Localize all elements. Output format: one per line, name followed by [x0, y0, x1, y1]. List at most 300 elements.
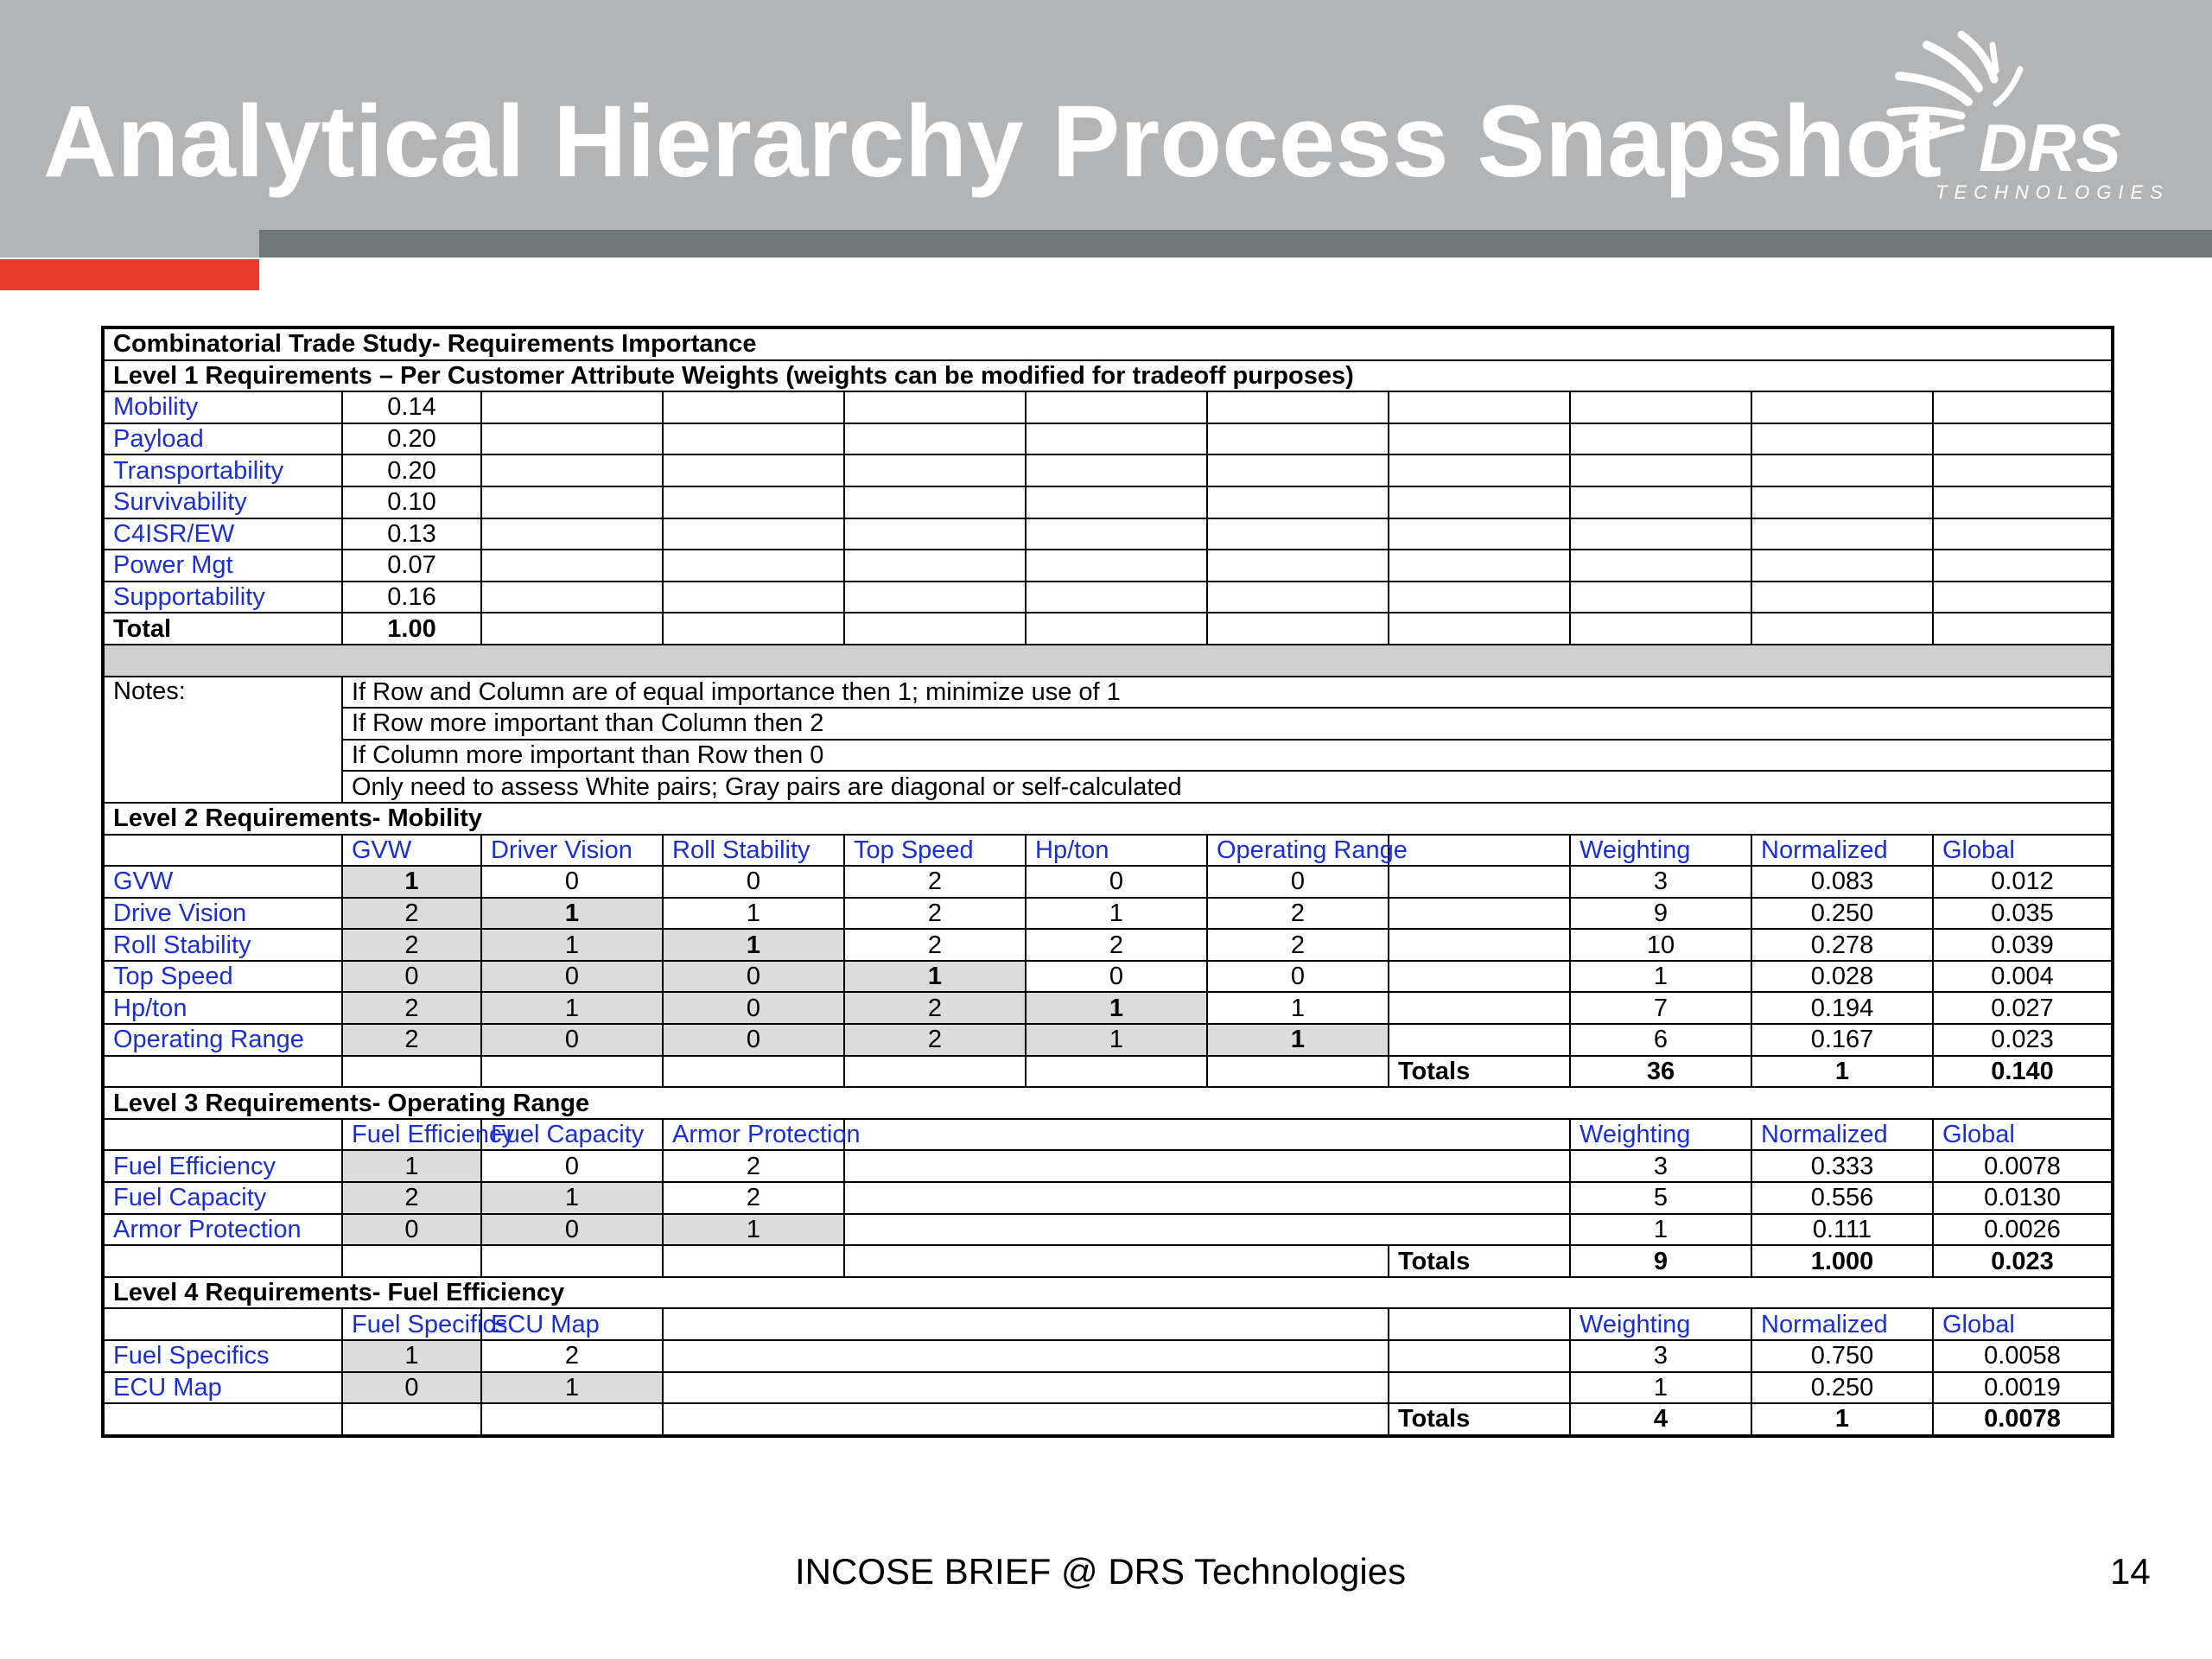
empty-cell: [844, 1245, 1389, 1277]
level2-heading-row: [103, 803, 2113, 835]
global-total: 0.023: [1933, 1245, 2113, 1277]
column-header: Operating Range: [1207, 835, 1389, 867]
requirement-weight: 0.20: [342, 423, 481, 455]
matrix-cell: 0: [663, 866, 844, 898]
matrix-cell: 0: [1026, 961, 1207, 993]
empty-cell: [481, 613, 663, 645]
normalized-value: 0.278: [1751, 929, 1933, 961]
empty-cell: [663, 423, 844, 455]
requirement-label: C4ISR/EW: [103, 518, 342, 550]
empty-cell: [1751, 423, 1933, 455]
matrix-cell: 1: [342, 1340, 481, 1372]
empty-cell: [1389, 454, 1570, 486]
weighting-value: 7: [1570, 992, 1751, 1024]
normalized-value: 0.194: [1751, 992, 1933, 1024]
empty-cell: [1389, 835, 1570, 867]
level2-header-row: [103, 835, 2113, 867]
empty-cell: [1389, 613, 1570, 645]
level3-totals-row: [103, 1245, 2113, 1277]
level3-header-row: [103, 1119, 2113, 1151]
level1-heading: Level 1 Requirements – Per Customer Attribute Weights (weights can be modified for tradeoff purposes): [103, 360, 2113, 392]
requirement-weight: 0.13: [342, 518, 481, 550]
matrix-cell: 0: [342, 1214, 481, 1246]
weighting-value: 5: [1570, 1182, 1751, 1214]
empty-cell: [1933, 486, 2113, 518]
row-label: GVW: [103, 866, 342, 898]
normalized-total: 1: [1751, 1403, 1933, 1436]
empty-cell: [1570, 454, 1751, 486]
empty-cell: [1570, 582, 1751, 613]
matrix-cell: 1: [663, 898, 844, 930]
matrix-cell: 0: [1207, 961, 1389, 993]
empty-cell: [844, 1056, 1026, 1088]
row-label: Fuel Capacity: [103, 1182, 342, 1214]
column-header: Driver Vision: [481, 835, 663, 867]
empty-cell: [844, 582, 1026, 613]
row-label: Operating Range: [103, 1024, 342, 1056]
empty-cell: [663, 1308, 1389, 1340]
requirement-weight: 0.16: [342, 582, 481, 613]
empty-cell: [1207, 613, 1389, 645]
row-label: Fuel Efficiency: [103, 1150, 342, 1182]
level1-row: [103, 518, 2113, 550]
empty-cell: [844, 1214, 1570, 1246]
level1-total-label: Total: [103, 613, 342, 645]
matrix-cell: 2: [844, 898, 1026, 930]
matrix-cell: 2: [663, 1182, 844, 1214]
column-header: Fuel Efficiency: [342, 1119, 481, 1151]
note-line: If Column more important than Row then 0: [342, 740, 2113, 772]
empty-cell: [1389, 1308, 1570, 1340]
global-value: 0.004: [1933, 961, 2113, 993]
weighting-header: Weighting: [1570, 1119, 1751, 1151]
empty-cell: [481, 518, 663, 550]
column-header: Roll Stability: [663, 835, 844, 867]
empty-cell: [1389, 391, 1570, 423]
level3-heading-row: [103, 1087, 2113, 1119]
requirement-label: Supportability: [103, 582, 342, 613]
empty-cell: [1026, 550, 1207, 582]
empty-cell: [1570, 486, 1751, 518]
empty-cell: [1751, 613, 1933, 645]
global-value: 0.0026: [1933, 1214, 2113, 1246]
logo-sub-text: TECHNOLOGIES: [1936, 181, 2170, 203]
empty-cell: [1207, 550, 1389, 582]
empty-cell: [1207, 486, 1389, 518]
empty-cell: [844, 423, 1026, 455]
matrix-cell: 1: [481, 1372, 663, 1404]
normalized-value: 0.250: [1751, 898, 1933, 930]
normalized-value: 0.111: [1751, 1214, 1933, 1246]
empty-cell: [481, 582, 663, 613]
empty-cell: [1389, 866, 1570, 898]
empty-cell: [103, 1056, 342, 1088]
matrix-cell: 0: [481, 1214, 663, 1246]
matrix-cell: 2: [844, 929, 1026, 961]
matrix-cell: 1: [1026, 992, 1207, 1024]
totals-label: Totals: [1389, 1245, 1570, 1277]
level4-row: [103, 1372, 2113, 1404]
matrix-cell: 0: [481, 1024, 663, 1056]
weighting-value: 1: [1570, 961, 1751, 993]
weighting-value: 10: [1570, 929, 1751, 961]
matrix-cell: 2: [342, 898, 481, 930]
level1-row: [103, 423, 2113, 455]
empty-cell: [663, 1245, 844, 1277]
empty-cell: [1933, 613, 2113, 645]
empty-cell: [844, 486, 1026, 518]
global-header: Global: [1933, 1119, 2113, 1151]
matrix-cell: 1: [481, 1182, 663, 1214]
requirement-label: Payload: [103, 423, 342, 455]
normalized-header: Normalized: [1751, 1119, 1933, 1151]
notes-row: [103, 708, 2113, 740]
global-value: 0.0019: [1933, 1372, 2113, 1404]
matrix-cell: 2: [844, 1024, 1026, 1056]
empty-cell: [1389, 929, 1570, 961]
matrix-cell: 1: [1207, 992, 1389, 1024]
empty-cell: [1026, 1056, 1207, 1088]
empty-cell: [481, 391, 663, 423]
matrix-cell: 0: [663, 961, 844, 993]
empty-cell: [663, 550, 844, 582]
requirement-label: Power Mgt: [103, 550, 342, 582]
requirement-weight: 0.10: [342, 486, 481, 518]
slide-title: Analytical Hierarchy Process Snapshot: [43, 85, 1942, 199]
empty-cell: [1751, 454, 1933, 486]
normalized-header: Normalized: [1751, 1308, 1933, 1340]
global-value: 0.035: [1933, 898, 2113, 930]
empty-cell: [663, 1403, 1389, 1436]
empty-cell: [481, 486, 663, 518]
matrix-cell: 2: [481, 1340, 663, 1372]
empty-cell: [844, 1182, 1570, 1214]
empty-cell: [663, 1340, 1389, 1372]
empty-cell: [1026, 613, 1207, 645]
empty-cell: [1570, 613, 1751, 645]
weighting-value: 6: [1570, 1024, 1751, 1056]
weighting-value: 3: [1570, 866, 1751, 898]
matrix-cell: 2: [1207, 898, 1389, 930]
ahp-table: [101, 326, 2114, 1438]
empty-cell: [481, 1403, 663, 1436]
footer-text: INCOSE BRIEF @ DRS Technologies: [795, 1551, 1407, 1592]
header-stripe: [259, 230, 2212, 257]
empty-cell: [1389, 1372, 1570, 1404]
matrix-cell: 1: [663, 1214, 844, 1246]
weighting-value: 3: [1570, 1340, 1751, 1372]
empty-cell: [1389, 1024, 1570, 1056]
empty-cell: [1751, 391, 1933, 423]
empty-cell: [1026, 518, 1207, 550]
empty-cell: [103, 835, 342, 867]
matrix-cell: 0: [342, 961, 481, 993]
empty-cell: [663, 486, 844, 518]
matrix-cell: 1: [1026, 1024, 1207, 1056]
empty-cell: [1751, 550, 1933, 582]
empty-cell: [342, 1245, 481, 1277]
matrix-cell: 2: [844, 992, 1026, 1024]
empty-cell: [1933, 550, 2113, 582]
matrix-cell: 1: [481, 992, 663, 1024]
level1-total-value: 1.00: [342, 613, 481, 645]
matrix-cell: 2: [342, 1024, 481, 1056]
requirement-label: Transportability: [103, 454, 342, 486]
empty-cell: [1207, 1056, 1389, 1088]
matrix-cell: 0: [663, 1024, 844, 1056]
empty-cell: [103, 1403, 342, 1436]
empty-cell: [663, 582, 844, 613]
level2-row: [103, 866, 2113, 898]
row-label: ECU Map: [103, 1372, 342, 1404]
matrix-cell: 1: [342, 866, 481, 898]
level1-total-row: [103, 613, 2113, 645]
level1-row: [103, 582, 2113, 613]
matrix-cell: 1: [1026, 898, 1207, 930]
empty-cell: [1389, 1340, 1570, 1372]
empty-cell: [1207, 423, 1389, 455]
level1-row: [103, 550, 2113, 582]
empty-cell: [663, 518, 844, 550]
row-label: Fuel Specifics: [103, 1340, 342, 1372]
matrix-cell: 1: [1207, 1024, 1389, 1056]
matrix-cell: 2: [844, 866, 1026, 898]
notes-row: [103, 740, 2113, 772]
empty-cell: [663, 1056, 844, 1088]
column-header: Top Speed: [844, 835, 1026, 867]
level2-row: [103, 898, 2113, 930]
empty-cell: [1026, 486, 1207, 518]
matrix-cell: 2: [342, 992, 481, 1024]
weighting-value: 1: [1570, 1372, 1751, 1404]
table-title-row: [103, 327, 2113, 360]
requirement-label: Survivability: [103, 486, 342, 518]
weighting-value: 9: [1570, 898, 1751, 930]
note-line: If Row and Column are of equal importance then 1; minimize use of 1: [342, 677, 2113, 709]
normalized-value: 0.028: [1751, 961, 1933, 993]
drs-logo: [1875, 26, 2169, 216]
matrix-cell: 0: [481, 1150, 663, 1182]
empty-cell: [1570, 518, 1751, 550]
row-label: Hp/ton: [103, 992, 342, 1024]
level3-row: [103, 1182, 2113, 1214]
note-line: If Row more important than Column then 2: [342, 708, 2113, 740]
normalized-value: 0.556: [1751, 1182, 1933, 1214]
empty-cell: [1207, 582, 1389, 613]
matrix-cell: 0: [481, 866, 663, 898]
empty-cell: [1389, 582, 1570, 613]
empty-cell: [481, 454, 663, 486]
notes-label: Notes:: [103, 677, 342, 803]
row-label: Armor Protection: [103, 1214, 342, 1246]
totals-label: Totals: [1389, 1403, 1570, 1436]
global-total: 0.140: [1933, 1056, 2113, 1088]
level1-row: [103, 454, 2113, 486]
page-number: 14: [2110, 1551, 2151, 1592]
level1-row: [103, 391, 2113, 423]
weighting-value: 3: [1570, 1150, 1751, 1182]
empty-cell: [1751, 582, 1933, 613]
normalized-value: 0.333: [1751, 1150, 1933, 1182]
empty-cell: [1026, 391, 1207, 423]
empty-cell: [1570, 423, 1751, 455]
matrix-cell: 1: [663, 929, 844, 961]
matrix-cell: 1: [481, 898, 663, 930]
notes-row: [103, 771, 2113, 803]
level3-row: [103, 1214, 2113, 1246]
global-value: 0.0058: [1933, 1340, 2113, 1372]
global-value: 0.039: [1933, 929, 2113, 961]
empty-cell: [844, 454, 1026, 486]
empty-cell: [103, 1308, 342, 1340]
matrix-cell: 2: [342, 1182, 481, 1214]
global-header: Global: [1933, 1308, 2113, 1340]
level2-row: [103, 961, 2113, 993]
empty-cell: [844, 391, 1026, 423]
matrix-cell: 0: [1207, 866, 1389, 898]
weighting-total: 9: [1570, 1245, 1751, 1277]
matrix-cell: 0: [481, 961, 663, 993]
empty-cell: [103, 1119, 342, 1151]
logo-brand-text: DRS: [1979, 110, 2121, 186]
totals-label: Totals: [1389, 1056, 1570, 1088]
empty-cell: [1570, 391, 1751, 423]
level2-row: [103, 1024, 2113, 1056]
empty-cell: [1570, 550, 1751, 582]
empty-cell: [1026, 454, 1207, 486]
matrix-cell: 0: [342, 1372, 481, 1404]
level3-row: [103, 1150, 2113, 1182]
empty-cell: [844, 518, 1026, 550]
column-header: Hp/ton: [1026, 835, 1207, 867]
notes-row: [103, 677, 2113, 709]
empty-cell: [1207, 454, 1389, 486]
global-value: 0.023: [1933, 1024, 2113, 1056]
empty-cell: [1933, 454, 2113, 486]
requirement-weight: 0.07: [342, 550, 481, 582]
matrix-cell: 2: [1026, 929, 1207, 961]
requirement-weight: 0.14: [342, 391, 481, 423]
level2-totals-row: [103, 1056, 2113, 1088]
empty-cell: [481, 550, 663, 582]
requirement-label: Mobility: [103, 391, 342, 423]
level4-heading-row: [103, 1277, 2113, 1309]
matrix-cell: 1: [844, 961, 1026, 993]
empty-cell: [342, 1056, 481, 1088]
empty-cell: [844, 1150, 1570, 1182]
matrix-cell: 2: [342, 929, 481, 961]
empty-cell: [1207, 518, 1389, 550]
empty-cell: [481, 1245, 663, 1277]
level1-row: [103, 486, 2113, 518]
empty-cell: [1389, 423, 1570, 455]
row-label: Top Speed: [103, 961, 342, 993]
global-value: 0.012: [1933, 866, 2113, 898]
empty-cell: [1933, 391, 2113, 423]
empty-cell: [1207, 391, 1389, 423]
weighting-total: 4: [1570, 1403, 1751, 1436]
matrix-cell: 0: [1026, 866, 1207, 898]
level4-totals-row: [103, 1403, 2113, 1436]
empty-cell: [1389, 992, 1570, 1024]
empty-cell: [1751, 486, 1933, 518]
weighting-header: Weighting: [1570, 1308, 1751, 1340]
empty-cell: [663, 454, 844, 486]
normalized-value: 0.167: [1751, 1024, 1933, 1056]
empty-cell: [342, 1403, 481, 1436]
empty-cell: [844, 550, 1026, 582]
empty-cell: [1933, 582, 2113, 613]
matrix-cell: 1: [342, 1150, 481, 1182]
matrix-cell: 2: [663, 1150, 844, 1182]
empty-cell: [1026, 582, 1207, 613]
separator-row: [103, 645, 2113, 677]
level4-row: [103, 1340, 2113, 1372]
empty-cell: [1389, 486, 1570, 518]
weighting-header: Weighting: [1570, 835, 1751, 867]
matrix-cell: 0: [663, 992, 844, 1024]
global-value: 0.027: [1933, 992, 2113, 1024]
empty-cell: [481, 1056, 663, 1088]
matrix-cell: 1: [481, 929, 663, 961]
empty-cell: [1389, 898, 1570, 930]
column-header: Armor Protection: [663, 1119, 844, 1151]
note-line: Only need to assess White pairs; Gray pairs are diagonal or self-calculated: [342, 771, 2113, 803]
weighting-total: 36: [1570, 1056, 1751, 1088]
empty-cell: [663, 391, 844, 423]
empty-cell: [103, 1245, 342, 1277]
empty-cell: [1389, 961, 1570, 993]
column-header: GVW: [342, 835, 481, 867]
global-value: 0.0130: [1933, 1182, 2113, 1214]
normalized-total: 1.000: [1751, 1245, 1933, 1277]
global-total: 0.0078: [1933, 1403, 2113, 1436]
requirement-weight: 0.20: [342, 454, 481, 486]
level2-row: [103, 929, 2113, 961]
empty-cell: [663, 613, 844, 645]
table-title: Combinatorial Trade Study- Requirements Importance: [103, 327, 2113, 360]
empty-cell: [1933, 423, 2113, 455]
column-header: Fuel Capacity: [481, 1119, 663, 1151]
empty-cell: [844, 613, 1026, 645]
level4-heading: Level 4 Requirements- Fuel Efficiency: [103, 1277, 2113, 1309]
column-header: ECU Map: [481, 1308, 663, 1340]
empty-cell: [1389, 518, 1570, 550]
empty-cell: [844, 1119, 1570, 1151]
weighting-value: 1: [1570, 1214, 1751, 1246]
empty-cell: [1933, 518, 2113, 550]
level3-heading: Level 3 Requirements- Operating Range: [103, 1087, 2113, 1119]
empty-cell: [481, 423, 663, 455]
normalized-value: 0.750: [1751, 1340, 1933, 1372]
row-label: Roll Stability: [103, 929, 342, 961]
level1-heading-row: [103, 360, 2113, 392]
level2-row: [103, 992, 2113, 1024]
empty-cell: [1751, 518, 1933, 550]
global-header: Global: [1933, 835, 2113, 867]
empty-cell: [1389, 550, 1570, 582]
header-accent-bar: [0, 259, 259, 290]
empty-cell: [663, 1372, 1389, 1404]
row-label: Drive Vision: [103, 898, 342, 930]
global-value: 0.0078: [1933, 1150, 2113, 1182]
normalized-value: 0.250: [1751, 1372, 1933, 1404]
level2-heading: Level 2 Requirements- Mobility: [103, 803, 2113, 835]
empty-cell: [1026, 423, 1207, 455]
column-header: Fuel Specifics: [342, 1308, 481, 1340]
normalized-header: Normalized: [1751, 835, 1933, 867]
separator-cell: [103, 645, 2113, 677]
